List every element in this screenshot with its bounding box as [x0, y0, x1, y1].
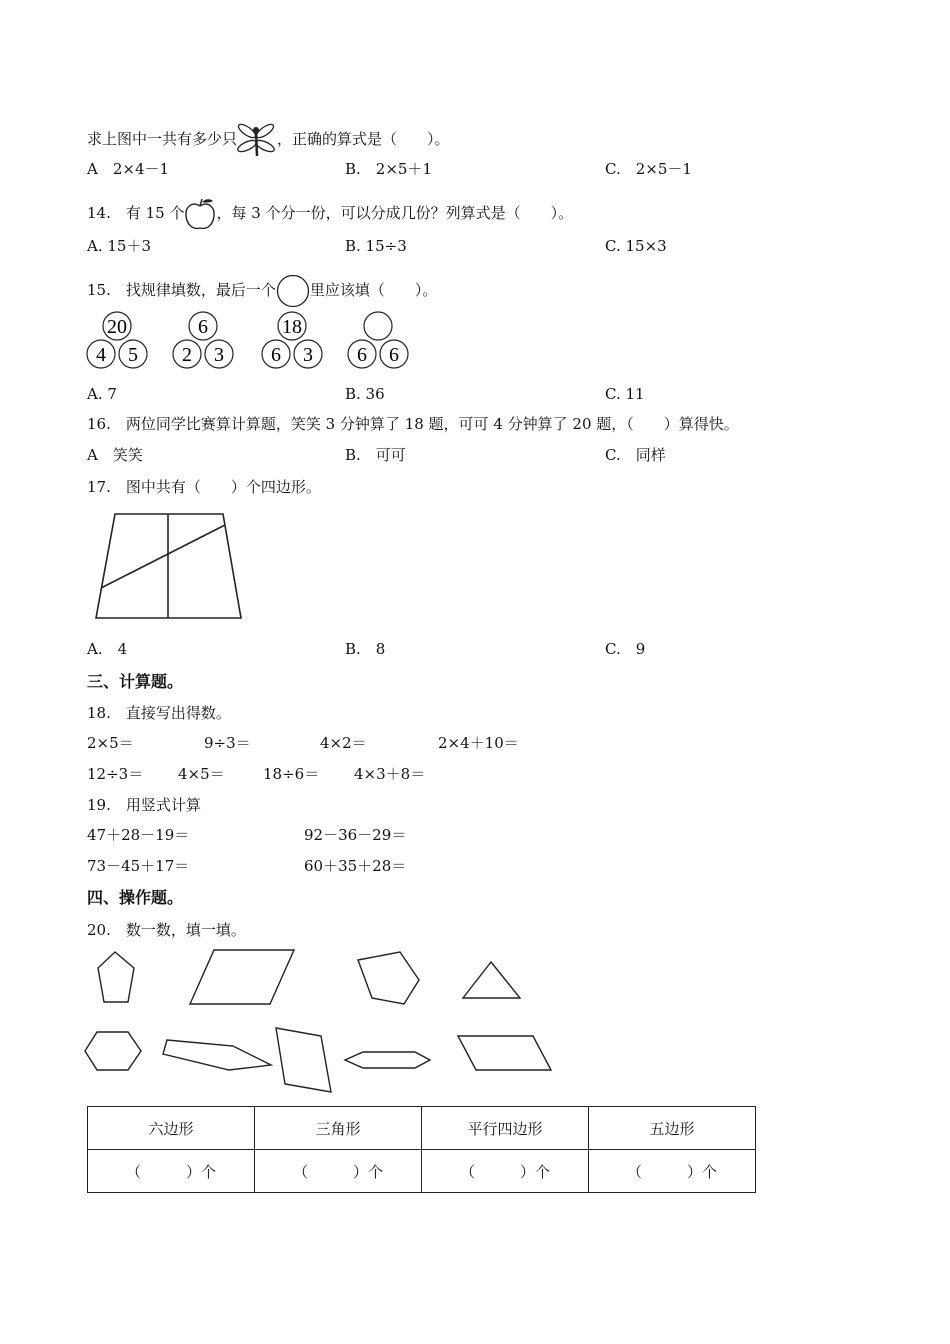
quadrilateral-shape: [163, 1040, 271, 1070]
q18-row1-item3: 4×2＝: [320, 734, 367, 752]
q15-number-pattern: [84, 310, 424, 372]
parallelogram-shape-2: [276, 1028, 331, 1092]
pentagon-shape-2: [358, 952, 419, 1004]
pattern-3-left: 6: [271, 344, 281, 366]
pattern-group-2: [173, 312, 233, 368]
q18-row2-item2: 4×5＝: [178, 765, 225, 783]
triangle-shape: [463, 962, 520, 998]
table-answer-row: [88, 1150, 756, 1193]
pattern-2-left: 2: [182, 344, 192, 366]
parallelogram-shape-1: [190, 950, 294, 1004]
q19-row2-item1: 73－45＋17＝: [87, 857, 190, 875]
q16-option-c: C. 同样: [605, 446, 666, 464]
header-parallelogram: 平行四边形: [422, 1107, 589, 1150]
q14-stem: [87, 197, 573, 231]
q15-option-a: A. 7: [87, 385, 117, 403]
q18-row1-item2: 9÷3＝: [204, 734, 251, 752]
q13-stem-after: ，正确的算式是（ ）。: [277, 130, 450, 148]
pattern-group-1: [87, 312, 147, 368]
pentagon-shape-1: [98, 952, 134, 1002]
q19-row1-item2: 92－36－29＝: [304, 826, 407, 844]
q18-stem: 18. 直接写出得数。: [87, 704, 231, 722]
q17-option-a: A. 4: [87, 640, 128, 658]
empty-circle-icon: [276, 274, 310, 308]
header-triangle: 三角形: [255, 1107, 422, 1150]
apple-icon: [184, 197, 216, 231]
q18-row1-item1: 2×5＝: [87, 734, 134, 752]
q20-stem: 20. 数一数，填一填。: [87, 921, 246, 939]
hexagon-shape-1: [85, 1032, 141, 1070]
pattern-group-4: [348, 312, 408, 368]
q13-stem-before: 求上图中一共有多少只: [87, 130, 238, 148]
q20-shapes: [0, 940, 600, 1100]
hexagon-shape-2: [345, 1052, 430, 1068]
pattern-3-right: 3: [303, 344, 313, 366]
answer-parallelogram-count[interactable]: （ ）个: [422, 1150, 589, 1193]
q16-option-a: A 笑笑: [87, 446, 143, 464]
table-header-row: [88, 1107, 756, 1150]
q14-option-c: C. 15×3: [605, 237, 667, 255]
pattern-4-right: 6: [389, 344, 399, 366]
parallelogram-shape-3: [458, 1036, 551, 1070]
q19-row1-item1: 47＋28－19＝: [87, 826, 190, 844]
q18-row1-item4: 2×4＋10＝: [438, 734, 519, 752]
q19-stem: 19. 用竖式计算: [87, 796, 201, 814]
q15-option-c: C. 11: [605, 385, 645, 403]
q15-option-b: B. 36: [345, 385, 385, 403]
q19-row2-item2: 60＋35＋28＝: [304, 857, 407, 875]
answer-pentagon-count[interactable]: （ ）个: [589, 1150, 756, 1193]
answer-triangle-count[interactable]: （ ）个: [255, 1150, 422, 1193]
q15-stem: [87, 274, 437, 308]
q14-option-b: B. 15÷3: [345, 237, 407, 255]
header-pentagon: 五边形: [589, 1107, 756, 1150]
q15-stem-after: 里应该填（ ）。: [309, 281, 438, 299]
section-3-title: 三、计算题。: [87, 672, 184, 691]
q13-stem: [87, 122, 450, 158]
pattern-4-left: 6: [357, 344, 367, 366]
q15-stem-before: 15. 找规律填数，最后一个: [87, 281, 276, 299]
q14-stem-after: ，每 3 个分一份，可以分成几份？列算式是（ ）。: [216, 204, 574, 222]
answer-hexagon-count[interactable]: （ ）个: [88, 1150, 255, 1193]
pattern-1-right: 5: [128, 344, 138, 366]
q18-row2-item4: 4×3＋8＝: [354, 765, 426, 783]
pattern-2-top: 6: [198, 316, 208, 338]
q16-stem: 16. 两位同学比赛算计算题，笑笑 3 分钟算了 18 题，可可 4 分钟算了 20 题，（ ）算得快。: [87, 415, 739, 433]
pattern-1-top: 20: [107, 316, 127, 338]
q13-option-b: B. 2×5＋1: [345, 160, 432, 178]
q20-answer-table: [87, 1106, 756, 1193]
dragonfly-icon: [237, 122, 277, 158]
trapezoid-figure: [94, 512, 244, 620]
q17-option-b: B. 8: [345, 640, 386, 658]
pattern-3-top: 18: [282, 316, 302, 338]
q14-option-a: A. 15＋3: [87, 237, 151, 255]
q13-option-a: A 2×4－1: [87, 160, 170, 178]
q18-row2-item3: 18÷6＝: [263, 765, 320, 783]
pattern-group-3: [262, 312, 322, 368]
pattern-1-left: 4: [96, 344, 106, 366]
q17-option-c: C. 9: [605, 640, 646, 658]
q17-stem: 17. 图中共有（ ）个四边形。: [87, 478, 321, 496]
pattern-2-right: 3: [214, 344, 224, 366]
q14-stem-before: 14. 有 15 个: [87, 204, 185, 222]
header-hexagon: 六边形: [88, 1107, 255, 1150]
q13-option-c: C. 2×5－1: [605, 160, 692, 178]
q18-row2-item1: 12÷3＝: [87, 765, 144, 783]
q16-option-b: B. 可可: [345, 446, 406, 464]
section-4-title: 四、操作题。: [87, 888, 184, 907]
